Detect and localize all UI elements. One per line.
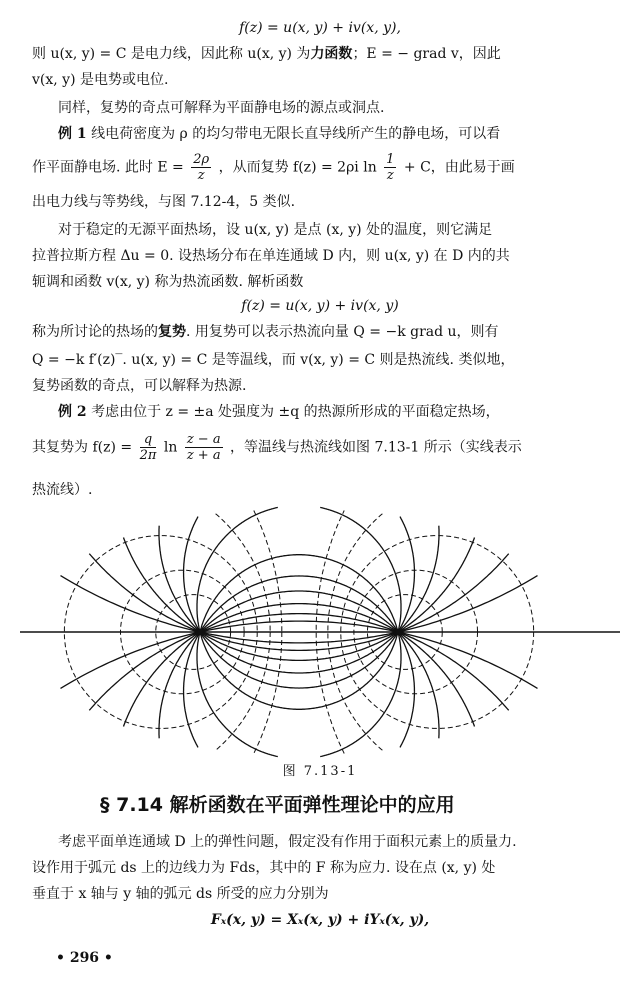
heat-flow-line bbox=[61, 621, 538, 688]
fraction: $\frac{1}{z}$ bbox=[386, 152, 395, 183]
paragraph-line: 称为所讨论的热场的复势. 用复势可以表示热流向量 Q = −k grad u，则有 bbox=[32, 324, 499, 340]
fraction: $\frac{z - a}{z + a}$ bbox=[186, 432, 221, 463]
heat-source-point bbox=[197, 629, 203, 635]
heat-source-point bbox=[395, 629, 401, 635]
heat-flow-line bbox=[184, 576, 415, 748]
paragraph-line: 拉普拉斯方程 Δu = 0. 设热场分布在单连通域 D 内，则 u(x, y) 在 D 内的共 bbox=[32, 248, 510, 264]
example-1-formula-line: 作平面静电场. 此时 E = $\frac{2\rho}{z}$ ，从而复势 f(z) = 2ρi ln $\frac{1}{z}$ + C，由此易于画 bbox=[32, 152, 515, 183]
fraction: $\frac{q}{2\pi}$ bbox=[139, 432, 157, 463]
paragraph-line: 则 u(x, y) = C 是电力线，因此称 u(x, y) 为力函数；E = − grad v，因此 bbox=[32, 46, 501, 62]
paragraph-line: 同样，复势的奇点可解释为平面静电场的源点或洞点. bbox=[58, 100, 385, 116]
section-heading: § 7.14 解析函数在平面弹性理论中的应用 bbox=[100, 794, 455, 816]
page-number: • 296 • bbox=[56, 950, 113, 966]
example-2-formula-line: 其复势为 f(z) = $\frac{q}{2\pi}$ ln $\frac{z - a}{z + a}$ ，等温线与热流线如图 7.13-1 所示（实线表示 bbox=[32, 432, 522, 463]
paragraph-line: 出电力线与等势线，与图 7.12-4，5 类似. bbox=[32, 194, 296, 210]
paragraph-line: 设作用于弧元 ds 上的边线力为 Fds，其中的 F 称为应力. 设在点 (x, y) 处 bbox=[32, 860, 496, 876]
paragraph-line: 考虑平面单连通域 D 上的弹性问题，假定没有作用于面积元素上的质量力. bbox=[58, 834, 517, 850]
example-1-line: 例 1 线电荷密度为 ρ 的均匀带电无限长直导线所产生的静电场，可以看 bbox=[58, 126, 501, 142]
heat-flow-line bbox=[89, 554, 508, 651]
paragraph-line: 对于稳定的无源平面热场，设 u(x, y) 是点 (x, y) 处的温度，则它满足 bbox=[58, 222, 493, 238]
paragraph-line: 热流线）. bbox=[32, 482, 93, 498]
example-2-line: 例 2 考虑由位于 z = ±a 处强度为 ±q 的热源所形成的平面稳定热场， bbox=[58, 404, 500, 420]
heat-flow-line bbox=[197, 555, 401, 757]
paragraph-line: 垂直于 x 轴与 y 轴的弧元 ds 所受的应力分别为 bbox=[32, 886, 329, 902]
paragraph-line: 复势函数的奇点，可以解释为热源. bbox=[32, 378, 247, 394]
fraction: $\frac{2\rho}{z}$ bbox=[193, 152, 210, 183]
paragraph-line: Q = −k f′(z)‾. u(x, y) = C 是等温线，而 v(x, y) = C 则是热流线. 类似地， bbox=[32, 352, 515, 368]
heat-flow-line bbox=[197, 507, 401, 709]
equation-complex-potential: f(z) = u(x, y) + iv(x, y), bbox=[239, 20, 401, 36]
heat-flow-line bbox=[184, 517, 415, 689]
equation-stress: Fₓ(x, y) = Xₓ(x, y) + iYₓ(x, y), bbox=[210, 912, 430, 928]
equation-analytic-function: f(z) = u(x, y) + iv(x, y) bbox=[241, 298, 399, 314]
paragraph-line: v(x, y) 是电势或电位. bbox=[32, 72, 169, 88]
figure-caption: 图 7.13-1 bbox=[282, 764, 358, 779]
heat-flow-line bbox=[61, 576, 538, 643]
paragraph-line: 轭调和函数 v(x, y) 称为热流函数. 解析函数 bbox=[32, 274, 304, 290]
heat-flow-line bbox=[89, 614, 508, 711]
isotherm-heatflow-figure bbox=[0, 495, 640, 760]
